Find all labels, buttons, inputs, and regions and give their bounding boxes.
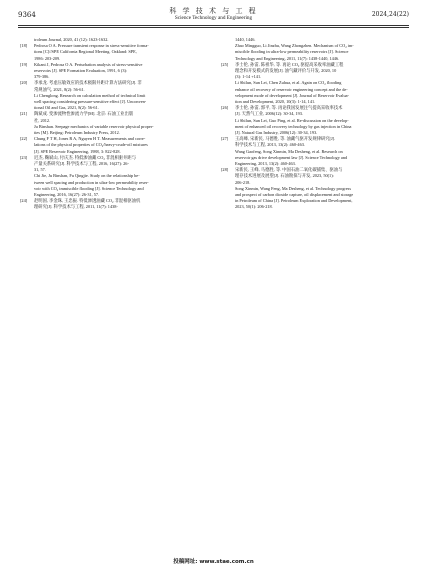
reference-number: [18]	[20, 43, 28, 49]
reference-line: Ju Binshan. Seepage mechanics of variable reservoir physical proper-	[34, 123, 154, 129]
reference-line: well spacing considering pressure-sensitive effect [J]. Unconven-	[34, 99, 147, 105]
page-number: 9364	[18, 11, 36, 19]
reference-line: in Petroleum of China [J]. Petroleum Exploration and Development,	[235, 198, 353, 204]
reference-line: 常规油气, 2021, 8(2): 56-61.	[34, 86, 85, 92]
reference-line: 206-218.	[235, 179, 251, 185]
reference-line: [J]. SPE Reservoir Engineering, 1988, 3: 822-828.	[34, 148, 121, 154]
reference-line: 王高峰, 宋新民, 马德胜, 等. 油藏气驱开发规律研究[J].	[235, 136, 336, 142]
reference-line: [J]. Natural Gas Industry, 2006(12): 30-34, 193.	[235, 130, 318, 136]
reference-line: 1986: 203-209.	[34, 55, 61, 61]
reference-entry	[20, 43, 206, 62]
reference-line: Wang Gaofeng, Song Xinmin, Ma Desheng, et al. Research on	[235, 148, 343, 154]
reference-line: and prospect of carbon dioxide capture, oil displacement and storage	[235, 192, 354, 198]
reference-entry	[221, 62, 407, 105]
reference-number: [28]	[221, 167, 229, 173]
reference-line: 理念和开发模式的发展[J]. 油气藏评价与开发, 2020, 10	[235, 68, 337, 74]
reference-text	[235, 105, 407, 136]
reference-text	[235, 62, 407, 105]
reference-line: tween well spacing and production in ultra-low permeability reser-	[34, 179, 149, 185]
reference-number: [20]	[20, 80, 28, 86]
header-rule	[18, 25, 409, 26]
reference-line: [J]. 天然气工业, 2006(12): 30-34, 193.	[235, 111, 304, 117]
reference-line: Li Shilun, Sun Lei, Guo Ping, et al. Re-discussion on the develop-	[235, 117, 349, 123]
reference-line: 科学技术与工程, 2013, 13(2): 460-463.	[235, 142, 305, 148]
reference-line: Li Chenglong. Research on calculation method of technical limit	[34, 92, 146, 98]
reference-line: 埋存技术进展及展望[J]. 石油勘探与开发, 2023, 50(1):	[235, 173, 334, 179]
reference-entry	[20, 62, 206, 81]
reference-line: Engineering, 2013, 13(2): 460-463.	[235, 161, 296, 167]
reference-number: [22]	[20, 136, 28, 142]
reference-line: 379-386.	[34, 74, 50, 80]
reference-number: [24]	[20, 198, 28, 204]
reference-text	[34, 155, 206, 198]
reference-entry	[20, 136, 206, 155]
reference-number: [19]	[20, 61, 28, 67]
reference-line: Li Shilun, Sun Lei, Chen Zuhua, et al. Again on CO₂ flooding	[235, 80, 342, 86]
reference-text	[34, 136, 206, 155]
reference-text	[34, 111, 206, 136]
reference-line: voir with CO₂ immiscible flooding [J]. Science Technology and	[34, 185, 144, 191]
reference-text	[235, 167, 407, 210]
reference-number: [27]	[221, 136, 229, 142]
reference-line: 赵明国, 李金珠, 王忠振. 特低渗透油藏 CO₂ 非混相驱油机	[34, 198, 141, 204]
reference-entry	[20, 198, 206, 210]
reference-line: 理研究[J]. 科学技术与工程, 2011, 11(7): 1438-	[34, 204, 118, 210]
reference-number: [23]	[20, 154, 28, 160]
reference-text	[34, 43, 206, 62]
submission-url: 投稿网址: www.stae.com.cn	[173, 559, 254, 565]
reference-line: 2023, 50(1): 206-218.	[235, 204, 273, 210]
reference-entry	[20, 80, 206, 111]
reference-line: enhance oil recovery of reservoir engineering concept and the de-	[235, 86, 348, 92]
reference-number: [26]	[221, 105, 229, 111]
reference-line: tion and Development, 2020, 10(3): 1-14, 141.	[235, 99, 316, 105]
reference-continuation-line: Technology and Engineering, 2011, 11(7): 1438-1440, 1446.	[235, 55, 340, 61]
reference-line: 社, 2012.	[34, 117, 51, 123]
reference-line: Song Xinmin, Wang Feng, Ma Desheng, et al. Technology progress	[235, 185, 352, 191]
reference-text	[34, 80, 206, 111]
reference-line: ment of enhanced oil recovery technology by gas injection in China	[235, 123, 352, 129]
reference-line: Chung F T H, Jones R A, Nguyen H T. Measurements and corre-	[34, 136, 146, 142]
reference-line: reservoirs [J]. SPE Formation Evaluation, 1991, 6 (3):	[34, 68, 128, 74]
reference-column-right	[221, 37, 407, 211]
reference-line: 陶斌成. 变渗流物性渗流力学[M]. 北京: 石油工业出版	[34, 111, 134, 117]
reference-line: tional Oil and Gas, 2021, 8(2): 56-61.	[34, 105, 99, 111]
reference-continuation-line: troleum Journal, 2020, 41 (12): 1623-1632.	[34, 37, 109, 42]
header-rule	[18, 27, 409, 28]
reference-text	[34, 62, 206, 81]
reference-line: (3): 1-14 +141.	[235, 74, 262, 80]
reference-continuation-line: miscible flooding in ultra-low permeability reservoirs [J]. Science	[235, 49, 349, 55]
reference-entry	[20, 111, 206, 136]
reference-line: Chi Jie, Ju Binshan, Fu Qingjie. Study on the relationship be-	[34, 173, 140, 179]
reference-continuation-line: Zhao Mingguo, Li Jinzhu, Wang Zhongzhen. Mechanism of CO₂ im-	[235, 43, 354, 49]
reference-entry	[221, 136, 407, 167]
reference-text	[34, 198, 206, 210]
reference-line: ties [M]. Beijing: Petroleum Industry Press, 2012.	[34, 130, 120, 136]
reference-number: [25]	[221, 61, 229, 67]
reference-line: 李士伦, 孙雷, 陈祖华, 等. 再论 CO₂ 驱提高采收率油藏工程	[235, 61, 344, 67]
reference-entry	[221, 105, 407, 136]
reference-entry	[20, 155, 206, 198]
reference-number: [21]	[20, 111, 28, 117]
reference-line: 李承龙. 考虑压敏效应的技术极限井距计算方法研究[J]. 非	[34, 80, 142, 86]
reference-text	[235, 136, 407, 167]
journal-title-cn: 科 学 技 术 与 工 程	[169, 7, 258, 15]
reference-line: lations of the physical properties of CO₂/heavy-crude-oil mixtures	[34, 142, 148, 148]
reference-line: Pedrosa O A. Pressure transient response in stress-sensitive forma-	[34, 43, 149, 49]
reference-line: 31, 57.	[34, 167, 46, 173]
reference-line: 产量关系研究[J]. 科学技术与工程, 2016, 16(27): 26-	[34, 161, 129, 167]
issue-label: 2024,24(22)	[371, 11, 409, 18]
reference-entry	[221, 167, 407, 210]
reference-line: velopment mode of development [J]. Journal of Reservoir Evalua-	[235, 92, 349, 98]
reference-continuation-line: 1440, 1446.	[235, 37, 256, 42]
reference-line: Engineering, 2016, 16(27): 26-31, 57.	[34, 192, 100, 198]
reference-line: 李士伦, 孙雷, 郭平, 等. 再论我国发展注气提高采收率技术	[235, 105, 343, 111]
reference-line: 迟杰, 鞠斌山, 付庆杰. 特低渗油藏 CO₂ 非混相驱井距与	[34, 154, 136, 160]
reference-line: tions [C]//SPE California Regional Meeting. Oakland: SPE,	[34, 49, 137, 55]
reference-line: reservoir gas drive development law [J]. Science Technology and	[235, 154, 348, 160]
running-header	[0, 7, 427, 22]
reference-line: 宋新民, 王峰, 马德胜, 等. 中国石油二氧化碳捕集、驱油与	[235, 167, 343, 173]
reference-column-left	[20, 37, 206, 211]
journal-title-en: Science Technology and Engineering	[174, 15, 253, 21]
reference-line: Kikani J, Pedrosa O A. Perturbation analysis of stress-sensitive	[34, 61, 143, 67]
